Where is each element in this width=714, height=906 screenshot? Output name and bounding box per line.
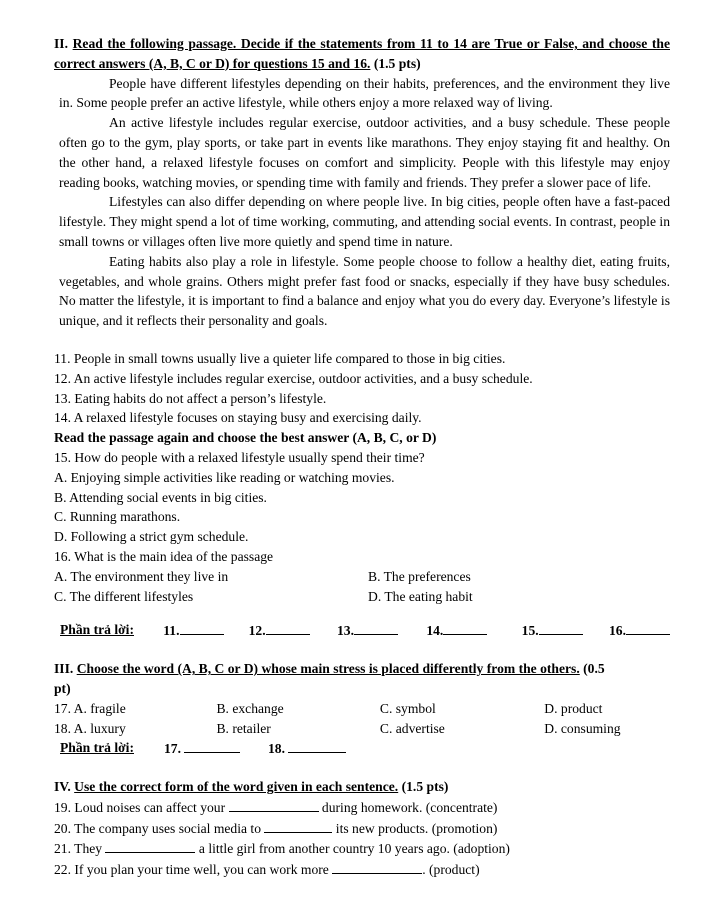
question-18-option-d: D. consuming: [544, 720, 621, 736]
multiple-choice-subheading: Read the passage again and choose the best answer (A, B, C, or D): [54, 430, 437, 446]
answer-12-blank[interactable]: [266, 620, 310, 635]
question-19-text: 19. Loud noises can affect your: [54, 799, 229, 815]
question-21-text: 21. They: [54, 841, 106, 857]
question-15-option-d: D. Following a strict gym schedule.: [54, 529, 249, 545]
question-18-option-a: 18. A. luxury: [54, 720, 126, 736]
section-4-heading: [54, 777, 670, 797]
answer-17-blank[interactable]: [184, 738, 240, 753]
passage-paragraph-4: Eating habits also play a role in lifestyle. Some people choose to follow a healthy diet, eating fruits, vegetables, and whole grains. Others might prefer fast food or snacks, especially if they have busy schedules. No matter the lifestyle, it is important to find a balance and enjoy what you do every day. Everyone’s lifestyle is unique, and it reflects their personality and goals.: [59, 253, 670, 329]
question-16-option-d: D. The eating habit: [368, 588, 473, 604]
statement-12: 12. An active lifestyle includes regular exercise, outdoor activities, and a busy schedule.: [54, 370, 533, 386]
answer-row-section-3: [60, 738, 670, 759]
question-20: [54, 818, 670, 839]
reading-passage: [54, 74, 670, 331]
question-22-blank[interactable]: [332, 859, 422, 874]
question-17-option-c: C. symbol: [379, 700, 436, 716]
answer-18-blank[interactable]: [288, 738, 346, 753]
answer-16-blank[interactable]: [626, 620, 670, 635]
question-15-option-c: C. Running marathons.: [54, 509, 181, 525]
question-16-option-a: A. The environment they live in: [54, 568, 229, 584]
question-18-option-c: C. advertise: [379, 720, 445, 736]
section-4-number: IV.: [54, 779, 71, 795]
question-19-text-end: during homework. (concentrate): [318, 799, 498, 815]
statement-11: 11. People in small towns usually live a quieter life compared to those in big cities.: [54, 350, 506, 366]
question-20-blank[interactable]: [264, 818, 332, 833]
question-17-option-a: 17. A. fragile: [54, 700, 126, 716]
question-17-option-b: B. exchange: [216, 700, 284, 716]
section-2-instruction: Read the following passage. Decide if the statements from 11 to 14 are True or False, and choose the correct answers (A, B, C or D) for questions 15 and 16.: [54, 36, 670, 71]
section-3-points: (0.5: [583, 661, 605, 677]
answer-13-number: 13.: [336, 623, 354, 639]
question-16-option-b: B. The preferences: [368, 568, 471, 584]
answer-13-blank[interactable]: [354, 620, 398, 635]
question-22-text-end: . (product): [422, 862, 480, 878]
section-3-instruction: Choose the word (A, B, C or D) whose main stress is placed differently from the others.: [76, 661, 580, 677]
question-15-option-a: A. Enjoying simple activities like reading or watching movies.: [54, 469, 395, 485]
answer-17-number: 17.: [164, 741, 181, 757]
question-21-blank[interactable]: [105, 838, 195, 853]
answer-16-number: 16.: [609, 623, 626, 639]
question-21: [54, 838, 670, 859]
answer-15-blank[interactable]: [539, 620, 583, 635]
question-20-text-end: its new products. (promotion): [332, 820, 498, 836]
question-16: [54, 547, 670, 606]
answer-14-number: 14.: [426, 623, 444, 639]
question-17-row: [54, 699, 670, 719]
answer-label-section-3: Phần trả lời:: [60, 740, 134, 756]
answer-12-number: 12.: [248, 623, 266, 639]
question-19: [54, 797, 670, 818]
question-15-text: 15. How do people with a relaxed lifestyle usually spend their time?: [54, 449, 425, 465]
answer-label: Phần trả lời:: [60, 622, 134, 638]
section-4-points: (1.5 pts): [401, 779, 449, 795]
section-2-heading: [54, 34, 670, 74]
answer-18-number: 18.: [268, 741, 285, 757]
passage-paragraph-2: An active lifestyle includes regular exercise, outdoor activities, and a busy schedule. These people often go to the gym, play sports, or take part in events like marathons. They enjoy staying fit and healthy. On the other hand, a relaxed lifestyle focuses on comfort and simplicity. People with this lifestyle may enjoy reading books, watching movies, or spending time with family and friends. They prefer a slower pace of life.: [59, 115, 670, 190]
question-20-text: 20. The company uses social media to: [54, 820, 265, 836]
section-3-heading: [54, 659, 670, 699]
question-16-option-c: C. The different lifestyles: [54, 588, 194, 604]
question-15: [54, 448, 670, 547]
section-3-points-cont: pt): [54, 680, 71, 696]
answer-11-blank[interactable]: [180, 620, 224, 635]
statement-13: 13. Eating habits do not affect a person’s lifestyle.: [54, 390, 327, 406]
section-4-instruction: Use the correct form of the word given in each sentence.: [74, 779, 399, 795]
answer-row-section-2: [60, 620, 670, 641]
answer-11-number: 11.: [163, 623, 180, 639]
section-3-number: III.: [54, 661, 74, 677]
section-2-points: (1.5 pts): [373, 55, 421, 71]
question-19-blank[interactable]: [229, 797, 319, 812]
question-22-text: 22. If you plan your time well, you can work more: [54, 862, 333, 878]
section-2-number: II.: [54, 36, 68, 51]
passage-paragraph-3: Lifestyles can also differ depending on where people live. In big cities, people often have a fast-paced lifestyle. They might spend a lot of time working, commuting, and attending social events. In contrast, people in small towns or villages often live more quietly and spend time in nature.: [59, 194, 670, 249]
question-22: [54, 859, 670, 880]
passage-paragraph-1: People have different lifestyles depending on their habits, preferences, and the environment they live in. Some people prefer an active lifestyle, while others enjoy a more relaxed way of living.: [59, 75, 670, 111]
question-15-option-b: B. Attending social events in big cities.: [54, 489, 267, 505]
statement-14: 14. A relaxed lifestyle focuses on staying busy and exercising daily.: [54, 410, 422, 426]
question-18-row: [54, 719, 670, 739]
question-18-option-b: B. retailer: [216, 720, 271, 736]
question-21-text-end: a little girl from another country 10 years ago. (adoption): [195, 841, 510, 857]
true-false-statements: [54, 349, 670, 428]
answer-15-number: 15.: [521, 623, 539, 639]
question-17-option-d: D. product: [544, 700, 603, 716]
answer-14-blank[interactable]: [443, 620, 487, 635]
question-16-text: 16. What is the main idea of the passage: [54, 548, 274, 564]
